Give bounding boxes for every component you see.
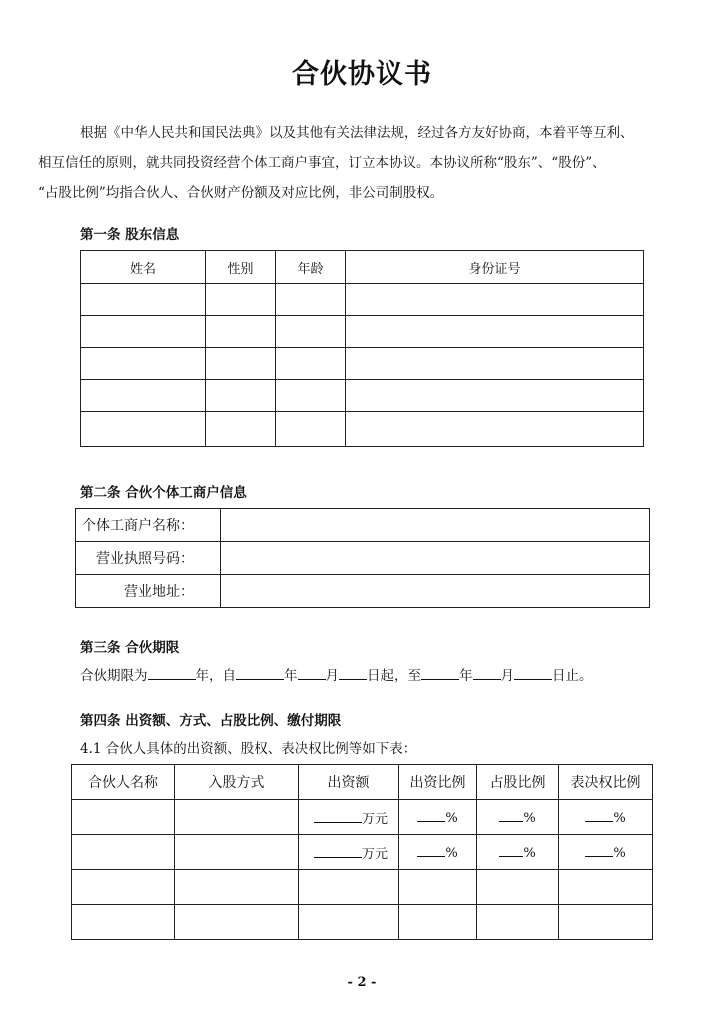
start-year-blank[interactable] xyxy=(236,667,284,680)
table-cell[interactable] xyxy=(206,412,276,447)
term-text: 年 xyxy=(459,668,473,684)
header-contribution-amount: 出资额 xyxy=(299,765,399,800)
table-cell[interactable] xyxy=(346,348,644,380)
term-text: 日止。 xyxy=(552,668,593,684)
table-cell[interactable] xyxy=(72,800,175,835)
amount-blank[interactable] xyxy=(314,845,362,858)
table-row xyxy=(76,542,650,575)
shareholder-table xyxy=(80,250,644,447)
table-cell[interactable] xyxy=(559,870,653,905)
intro-paragraph xyxy=(38,118,652,208)
header-name: 姓名 xyxy=(81,251,206,284)
table-cell[interactable] xyxy=(206,348,276,380)
table-cell[interactable] xyxy=(299,870,399,905)
unit-label: 万元 xyxy=(361,811,388,827)
header-id-number: 身份证号 xyxy=(346,251,644,284)
end-day-blank[interactable] xyxy=(514,667,552,680)
term-years-blank[interactable] xyxy=(148,667,196,680)
ratio-cell[interactable] xyxy=(477,800,559,835)
capital-contribution-table xyxy=(71,764,653,940)
table-row xyxy=(72,905,653,940)
header-share-ratio: 占股比例 xyxy=(477,765,559,800)
table-cell[interactable] xyxy=(346,412,644,447)
table-cell[interactable] xyxy=(346,380,644,412)
table-row xyxy=(76,509,650,542)
table-cell[interactable] xyxy=(72,870,175,905)
header-voting-ratio: 表决权比例 xyxy=(559,765,653,800)
table-cell[interactable] xyxy=(559,905,653,940)
term-text: 年 xyxy=(284,668,298,684)
ratio-blank[interactable] xyxy=(585,809,613,822)
term-text: 月 xyxy=(325,668,339,684)
percent-sign: % xyxy=(613,845,626,861)
business-address-label: 营业地址： xyxy=(76,575,221,608)
term-text: 日起，至 xyxy=(367,668,421,684)
partnership-term-line xyxy=(80,664,593,684)
percent-sign: % xyxy=(613,810,626,826)
ratio-cell[interactable] xyxy=(477,835,559,870)
table-cell[interactable] xyxy=(276,380,346,412)
table-cell[interactable] xyxy=(399,905,477,940)
table-cell[interactable] xyxy=(276,348,346,380)
table-cell[interactable] xyxy=(477,905,559,940)
intro-line-3: “占股比例”均指合伙人、合伙财产份额及对应比例，非公司制股权。 xyxy=(38,185,444,201)
business-name-label: 个体工商户名称： xyxy=(76,509,221,542)
business-info-table xyxy=(75,508,650,608)
section3-heading: 第三条 合伙期限 xyxy=(80,640,180,656)
table-cell[interactable] xyxy=(175,800,299,835)
ratio-cell[interactable] xyxy=(399,800,477,835)
table-row xyxy=(76,575,650,608)
table-cell[interactable] xyxy=(346,284,644,316)
table-cell[interactable] xyxy=(72,835,175,870)
amount-cell[interactable] xyxy=(299,835,399,870)
table-cell[interactable] xyxy=(81,284,206,316)
page-number: - 2 - xyxy=(347,975,377,990)
section4-subclause: 4.1 合伙人具体的出资额、股权、表决权比例等如下表： xyxy=(80,741,417,757)
license-number-field[interactable] xyxy=(221,542,650,575)
table-row xyxy=(81,284,644,316)
section1-heading: 第一条 股东信息 xyxy=(80,227,180,243)
end-year-blank[interactable] xyxy=(421,667,459,680)
business-address-field[interactable] xyxy=(221,575,650,608)
section4-heading: 第四条 出资额、方式、占股比例、缴付期限 xyxy=(80,713,342,729)
end-month-blank[interactable] xyxy=(473,667,501,680)
intro-line-1: 根据《中华人民共和国民法典》以及其他有关法律法规，经过各方友好协商，本着平等互利、 xyxy=(80,125,634,141)
section2-heading: 第二条 合伙个体工商户信息 xyxy=(80,485,247,501)
unit-label: 万元 xyxy=(361,846,388,862)
table-row xyxy=(81,348,644,380)
ratio-blank[interactable] xyxy=(499,844,523,857)
ratio-cell[interactable] xyxy=(559,835,653,870)
table-header-row xyxy=(81,251,644,284)
table-cell[interactable] xyxy=(206,316,276,348)
table-row xyxy=(81,380,644,412)
term-text: 年，自 xyxy=(195,668,236,684)
table-cell[interactable] xyxy=(81,348,206,380)
table-cell[interactable] xyxy=(477,870,559,905)
header-contribution-method: 入股方式 xyxy=(175,765,299,800)
business-name-field[interactable] xyxy=(221,509,650,542)
table-row xyxy=(81,316,644,348)
ratio-blank[interactable] xyxy=(417,844,445,857)
header-age: 年龄 xyxy=(276,251,346,284)
amount-cell[interactable] xyxy=(299,800,399,835)
table-cell[interactable] xyxy=(206,284,276,316)
table-row xyxy=(72,835,653,870)
term-text: 月 xyxy=(500,668,514,684)
ratio-cell[interactable] xyxy=(399,835,477,870)
table-cell[interactable] xyxy=(81,412,206,447)
intro-line-2: 相互信任的原则，就共同投资经营个体工商户事宜，订立本协议。本协议所称“股东”、“股份”、 xyxy=(38,155,606,171)
table-cell[interactable] xyxy=(81,316,206,348)
ratio-blank[interactable] xyxy=(585,844,613,857)
table-row xyxy=(81,412,644,447)
table-cell[interactable] xyxy=(346,316,644,348)
license-number-label: 营业执照号码： xyxy=(76,542,221,575)
term-text: 合伙期限为 xyxy=(80,668,148,684)
table-cell[interactable] xyxy=(72,905,175,940)
document-title: 合伙协议书 xyxy=(292,59,432,90)
ratio-blank[interactable] xyxy=(499,809,523,822)
percent-sign: % xyxy=(523,810,536,826)
table-header-row xyxy=(72,765,653,800)
table-cell[interactable] xyxy=(175,870,299,905)
table-cell[interactable] xyxy=(175,835,299,870)
table-row xyxy=(72,870,653,905)
table-row xyxy=(72,800,653,835)
ratio-cell[interactable] xyxy=(559,800,653,835)
table-cell[interactable] xyxy=(299,905,399,940)
percent-sign: % xyxy=(523,845,536,861)
header-gender: 性别 xyxy=(206,251,276,284)
percent-sign: % xyxy=(445,810,458,826)
amount-blank[interactable] xyxy=(314,810,362,823)
table-cell[interactable] xyxy=(276,316,346,348)
start-day-blank[interactable] xyxy=(339,667,367,680)
header-contribution-ratio: 出资比例 xyxy=(399,765,477,800)
table-cell[interactable] xyxy=(206,380,276,412)
table-cell[interactable] xyxy=(175,905,299,940)
table-cell[interactable] xyxy=(399,870,477,905)
percent-sign: % xyxy=(445,845,458,861)
table-cell[interactable] xyxy=(276,412,346,447)
ratio-blank[interactable] xyxy=(417,809,445,822)
start-month-blank[interactable] xyxy=(298,667,326,680)
table-cell[interactable] xyxy=(81,380,206,412)
table-cell[interactable] xyxy=(276,284,346,316)
header-partner-name: 合伙人名称 xyxy=(72,765,175,800)
